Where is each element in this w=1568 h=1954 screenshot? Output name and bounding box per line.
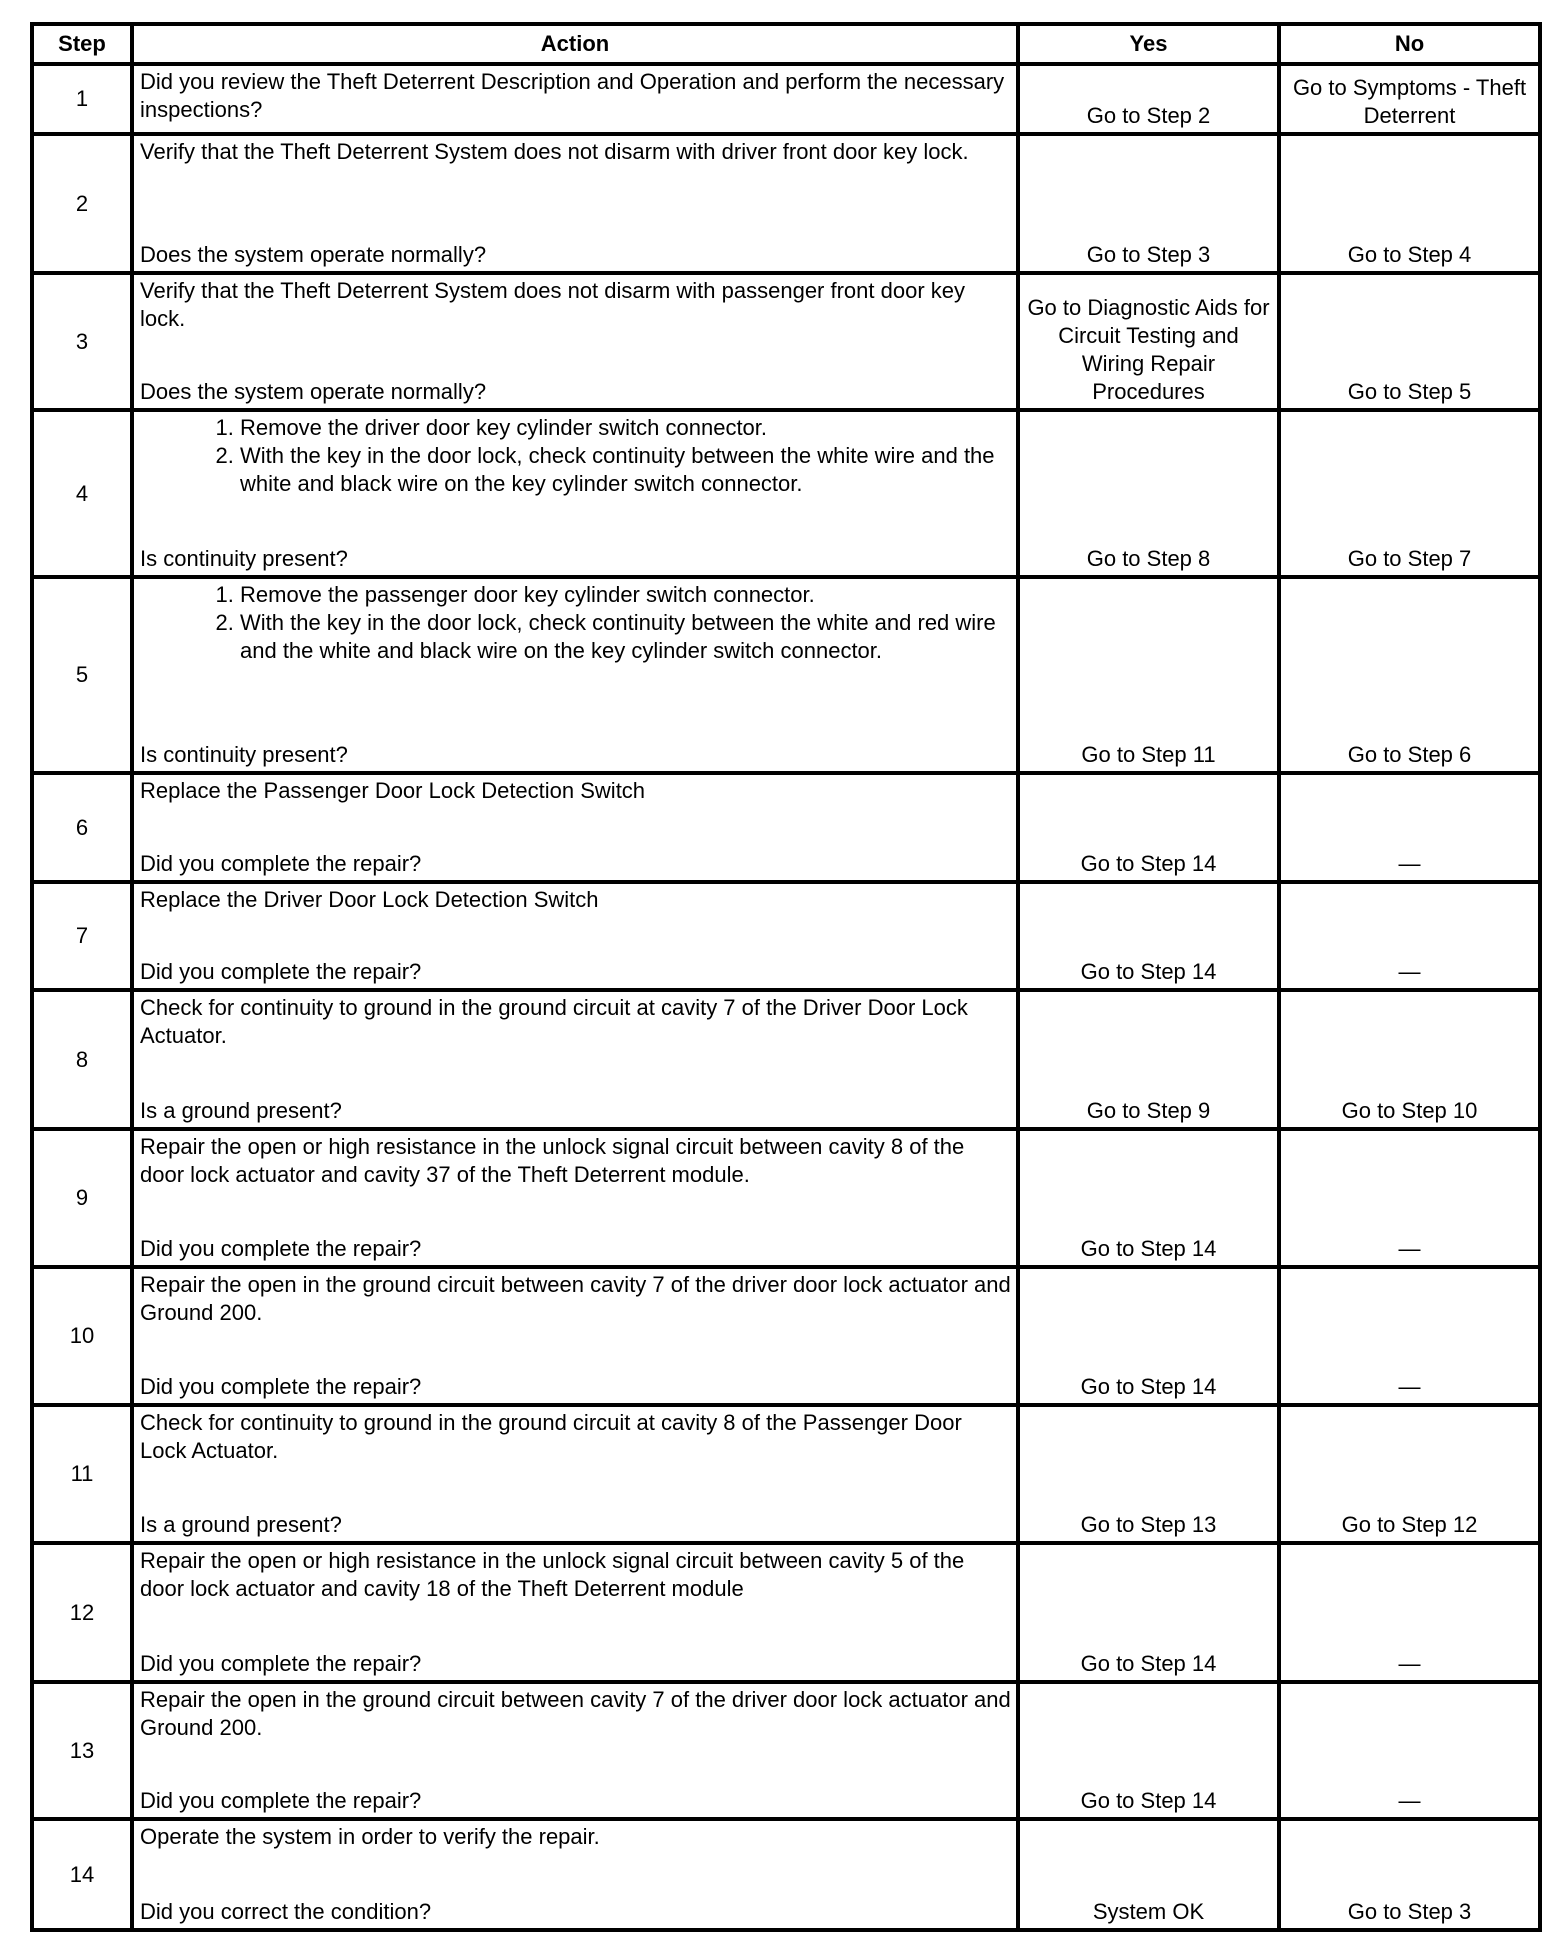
step-number: 11 <box>32 1405 132 1543</box>
action-cell <box>132 990 1018 1129</box>
table-row <box>32 882 1540 990</box>
yes-cell: Go to Diagnostic Aids for Circuit Testing and Wiring Repair Procedures <box>1018 273 1279 410</box>
action-cell <box>132 1267 1018 1405</box>
action-cell <box>132 577 1018 773</box>
table-row <box>32 773 1540 882</box>
no-cell: Go to Step 7 <box>1279 410 1540 577</box>
action-cell <box>132 134 1018 273</box>
action-cell <box>132 1682 1018 1819</box>
yes-cell: Go to Step 14 <box>1018 1682 1279 1819</box>
yes-cell: Go to Step 8 <box>1018 410 1279 577</box>
no-cell: — <box>1279 882 1540 990</box>
no-cell: — <box>1279 1267 1540 1405</box>
no-cell: — <box>1279 1129 1540 1267</box>
table-row <box>32 410 1540 577</box>
table-row <box>32 990 1540 1129</box>
no-cell: Go to Step 5 <box>1279 273 1540 410</box>
header-yes: Yes <box>1018 24 1279 64</box>
action-question: Did you complete the repair? <box>140 851 422 876</box>
table-row <box>32 1267 1540 1405</box>
action-step-item: 1. Remove the driver door key cylinder switch connector. <box>240 414 1012 442</box>
header-row <box>32 24 1540 64</box>
table-row <box>32 1129 1540 1267</box>
action-steps <box>140 581 1012 665</box>
yes-cell: Go to Step 14 <box>1018 882 1279 990</box>
action-question: Is continuity present? <box>140 546 348 571</box>
table-row <box>32 1682 1540 1819</box>
action-question: Did you complete the repair? <box>140 1651 422 1676</box>
step-number: 13 <box>32 1682 132 1819</box>
step-number: 9 <box>32 1129 132 1267</box>
action-text: Verify that the Theft Deterrent System does not disarm with driver front door key lock. <box>140 139 969 164</box>
action-text: Repair the open in the ground circuit between cavity 7 of the driver door lock actuator and Ground 200. <box>140 1687 1011 1740</box>
action-cell <box>132 773 1018 882</box>
header-no: No <box>1279 24 1540 64</box>
action-cell <box>132 1129 1018 1267</box>
action-text: Check for continuity to ground in the ground circuit at cavity 7 of the Driver Door Lock Actuator. <box>140 995 968 1048</box>
action-question: Does the system operate normally? <box>140 242 487 267</box>
action-text: Replace the Driver Door Lock Detection Switch <box>140 887 599 912</box>
action-text: Operate the system in order to verify the repair. <box>140 1824 600 1849</box>
no-cell: — <box>1279 1682 1540 1819</box>
no-cell: Go to Step 3 <box>1279 1819 1540 1930</box>
action-text: Repair the open or high resistance in the unlock signal circuit between cavity 8 of the door lock actuator and cavity 37 of the Theft Deterrent module. <box>140 1134 965 1187</box>
action-text: Repair the open in the ground circuit between cavity 7 of the driver door lock actuator and Ground 200. <box>140 1272 1011 1325</box>
step-number: 2 <box>32 134 132 273</box>
table-row <box>32 134 1540 273</box>
no-cell: — <box>1279 1543 1540 1682</box>
action-cell <box>132 64 1018 134</box>
step-number: 10 <box>32 1267 132 1405</box>
action-step-item: 1. Remove the passenger door key cylinder switch connector. <box>240 581 1012 609</box>
no-cell: Go to Step 10 <box>1279 990 1540 1129</box>
yes-cell: Go to Step 14 <box>1018 773 1279 882</box>
step-number: 3 <box>32 273 132 410</box>
yes-cell: System OK <box>1018 1819 1279 1930</box>
step-number: 14 <box>32 1819 132 1930</box>
yes-cell: Go to Step 11 <box>1018 577 1279 773</box>
no-cell: Go to Step 12 <box>1279 1405 1540 1543</box>
yes-cell: Go to Step 14 <box>1018 1129 1279 1267</box>
action-cell <box>132 410 1018 577</box>
action-cell <box>132 1543 1018 1682</box>
action-question: Is continuity present? <box>140 742 348 767</box>
action-steps <box>140 414 1012 498</box>
action-step-item: 2. With the key in the door lock, check continuity between the white wire and the white and black wire on the key cylinder switch connector. <box>240 442 1012 498</box>
table-row <box>32 577 1540 773</box>
step-number: 5 <box>32 577 132 773</box>
action-text: Did you review the Theft Deterrent Description and Operation and perform the necessary inspections? <box>140 69 1005 122</box>
header-action: Action <box>132 24 1018 64</box>
yes-cell: Go to Step 14 <box>1018 1543 1279 1682</box>
action-text: Replace the Passenger Door Lock Detection Switch <box>140 778 646 803</box>
no-cell: Go to Symptoms - Theft Deterrent <box>1279 64 1540 134</box>
action-question: Is a ground present? <box>140 1512 342 1537</box>
action-cell <box>132 273 1018 410</box>
diagnostic-table <box>30 22 1542 1932</box>
action-question: Does the system operate normally? <box>140 379 487 404</box>
header-step: Step <box>32 24 132 64</box>
action-cell <box>132 1819 1018 1930</box>
action-question: Did you complete the repair? <box>140 1374 422 1399</box>
action-text: Repair the open or high resistance in the unlock signal circuit between cavity 5 of the door lock actuator and cavity 18 of the Theft Deterrent module <box>140 1548 965 1601</box>
action-text: Check for continuity to ground in the ground circuit at cavity 8 of the Passenger Door Lock Actuator. <box>140 1410 962 1463</box>
step-number: 6 <box>32 773 132 882</box>
action-question: Is a ground present? <box>140 1098 342 1123</box>
table-row <box>32 1405 1540 1543</box>
action-question: Did you complete the repair? <box>140 1788 422 1813</box>
table-row <box>32 1819 1540 1930</box>
action-question: Did you complete the repair? <box>140 959 422 984</box>
yes-cell: Go to Step 13 <box>1018 1405 1279 1543</box>
no-cell: Go to Step 6 <box>1279 577 1540 773</box>
action-text: Verify that the Theft Deterrent System does not disarm with passenger front door key lock. <box>140 278 965 331</box>
yes-cell: Go to Step 3 <box>1018 134 1279 273</box>
table-row <box>32 1543 1540 1682</box>
action-question: Did you correct the condition? <box>140 1899 432 1924</box>
no-cell: — <box>1279 773 1540 882</box>
step-number: 7 <box>32 882 132 990</box>
step-number: 8 <box>32 990 132 1129</box>
action-step-item: 2. With the key in the door lock, check continuity between the white and red wire and the white and black wire on the key cylinder switch connector. <box>240 609 1012 665</box>
yes-cell: Go to Step 14 <box>1018 1267 1279 1405</box>
no-cell: Go to Step 4 <box>1279 134 1540 273</box>
step-number: 1 <box>32 64 132 134</box>
action-cell <box>132 882 1018 990</box>
yes-cell: Go to Step 9 <box>1018 990 1279 1129</box>
action-cell <box>132 1405 1018 1543</box>
yes-cell: Go to Step 2 <box>1018 64 1279 134</box>
step-number: 4 <box>32 410 132 577</box>
table-row <box>32 64 1540 134</box>
step-number: 12 <box>32 1543 132 1682</box>
table-row <box>32 273 1540 410</box>
action-question: Did you complete the repair? <box>140 1236 422 1261</box>
